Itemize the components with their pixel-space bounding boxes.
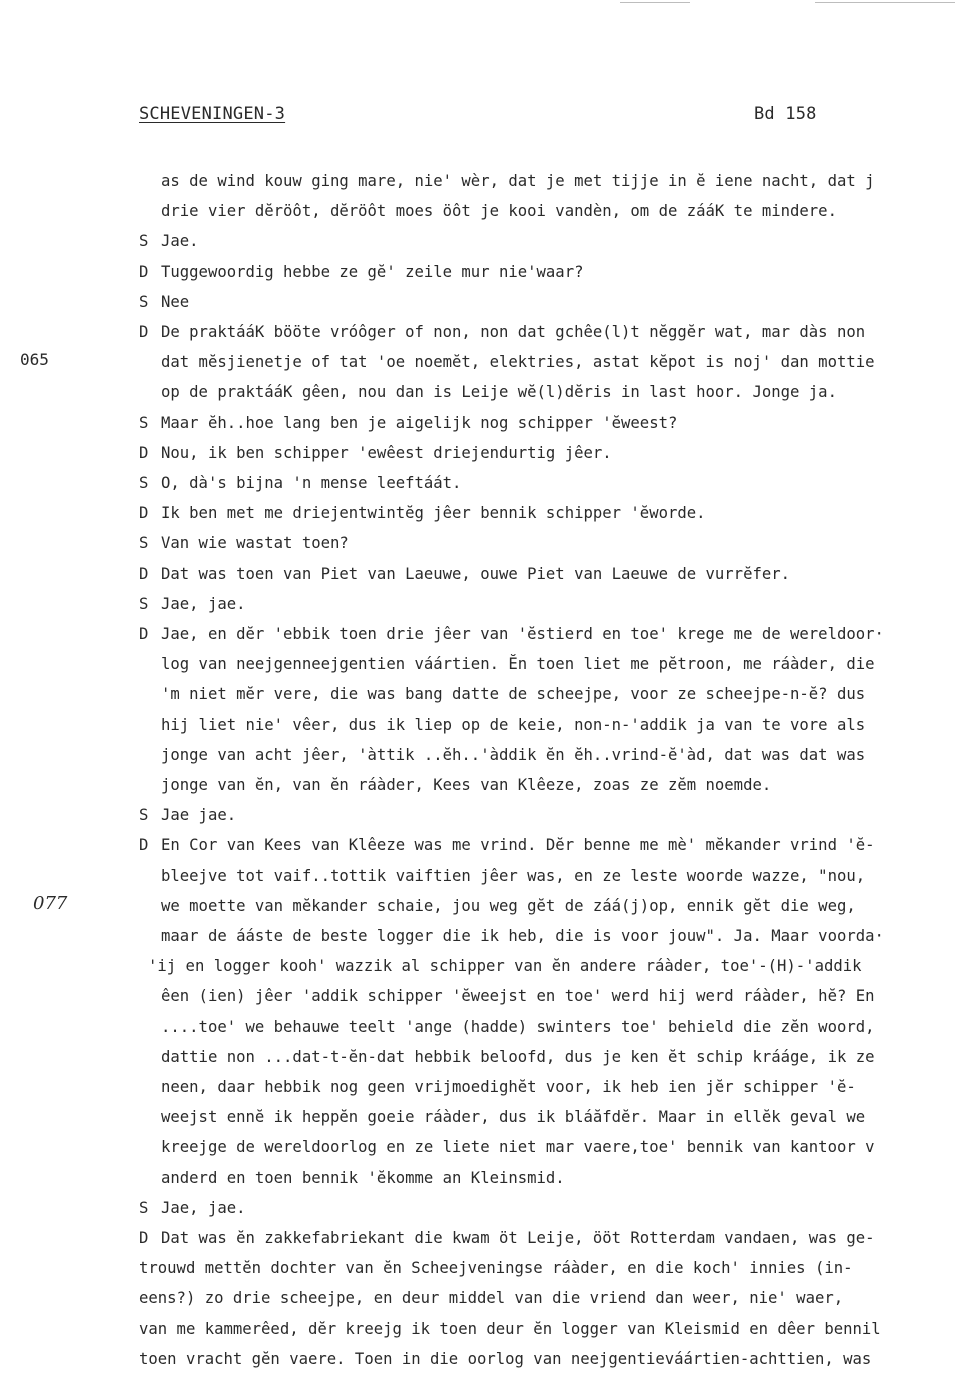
speaker-label: S — [139, 534, 149, 552]
margin-note-077: 077 — [33, 893, 68, 914]
line-text: van me kammerêed, dĕr kreejg ik toen deur ĕn logger van Kleismid en dêer bennil — [139, 1320, 881, 1338]
speaker-label: S — [139, 474, 149, 492]
line-text: Tuggewoordig hebbe ze gĕ' zeile mur nie'waar? — [161, 263, 584, 281]
line-text: En Cor van Kees van Klêeze was me vrind. Dĕr benne me mè' mĕkander vrind 'ĕ- — [161, 836, 875, 854]
line-text: maar de ááste de beste logger die ik heb, die is voor jouw". Ja. Maar voorda· — [161, 927, 884, 945]
line-text: kreejge de wereldoorlog en ze liete niet mar vaere,toe' bennik van kantoor v — [161, 1138, 875, 1156]
line-text: log van neejgenneejgentien váártien. Ĕn toen liet me pĕtroon, me ráàder, die — [161, 655, 875, 673]
line-text: as de wind kouw ging mare, nie' wèr, dat je met tijje in ĕ iene nacht, dat j — [161, 172, 875, 190]
line-text: Maar ĕh..hoe lang ben je aigelijk nog schipper 'ĕweest? — [161, 414, 678, 432]
line-text: Jae, jae. — [161, 595, 246, 613]
speaker-label: S — [139, 806, 149, 824]
speaker-label: D — [139, 565, 149, 583]
line-text: Jae. — [161, 232, 199, 250]
top-scan-line — [815, 2, 955, 3]
speaker-label: D — [139, 323, 149, 341]
line-text: dattie non ...dat-t-ĕn-dat hebbik beloofd, dus je ken ĕt schip krááge, ik ze — [161, 1048, 875, 1066]
line-text: op de praktááK gêen, nou dan is Leije wĕ(l)dĕris in last hoor. Jonge ja. — [161, 383, 837, 401]
line-text: weejst ennĕ ik heppĕn goeie ráàder, dus ik bláăfdĕr. Maar in ellĕk geval we — [161, 1108, 866, 1126]
line-text: hij liet nie' vêer, dus ik liep op de keie, non-n-'addik ja van te vore als — [161, 716, 866, 734]
speaker-label: D — [139, 1229, 149, 1247]
speaker-label: S — [139, 595, 149, 613]
speaker-label: S — [139, 293, 149, 311]
line-text: trouwd mettĕn dochter van ĕn Scheejveningse ráàder, en die koch' innies (in- — [139, 1259, 853, 1277]
line-text: jonge van acht jêer, 'àttik ..ĕh..'àddik ĕn ĕh..vrind-ĕ'àd, dat was dat was — [161, 746, 866, 764]
line-text: Ik ben met me driejentwintĕg jêer bennik schipper 'ĕworde. — [161, 504, 706, 522]
speaker-label: S — [139, 232, 149, 250]
line-text: dat mĕsjienetje of tat 'oe noemĕt, elektries, astat kĕpot is noj' dan mottie — [161, 353, 875, 371]
line-text: Jae, jae. — [161, 1199, 246, 1217]
line-text: Dat was ĕn zakkefabriekant die kwam öt Leije, ööt Rotterdam vandaen, was ge- — [161, 1229, 875, 1247]
line-text: Nee — [161, 293, 190, 311]
speaker-label: D — [139, 444, 149, 462]
line-text: ....toe' we behauwe teelt 'ange (hadde) swinters toe' behield die zĕn woord, — [161, 1018, 875, 1036]
line-text: Jae, en dĕr 'ebbik toen drie jêer van 'ĕstierd en toe' krege me de wereldoor· — [161, 625, 884, 643]
line-text: drie vier dĕröôt, dĕröôt moes öôt je kooi vandèn, om de zááK te mindere. — [161, 202, 837, 220]
line-text: Nou, ik ben schipper 'ewêest driejendurtig jêer. — [161, 444, 612, 462]
line-text: 'm niet mĕr vere, die was bang datte de scheejpe, voor ze scheejpe-n-ĕ? dus — [161, 685, 866, 703]
line-text: jonge van ĕn, van ĕn ráàder, Kees van Klêeze, zoas ze zĕm noemde. — [161, 776, 772, 794]
line-text: toen vracht gĕn vaere. Toen in die oorlog van neejgentieváártien-achttien, was — [139, 1350, 872, 1368]
top-scan-line — [620, 2, 690, 3]
speaker-label: S — [139, 414, 149, 432]
line-text: 'ij en logger kooh' wazzik al schipper van ĕn andere ráàder, toe'-(H)-'addik — [148, 957, 862, 975]
document-title: SCHEVENINGEN-3 — [139, 104, 286, 124]
speaker-label: D — [139, 263, 149, 281]
line-text: Dat was toen van Piet van Laeuwe, ouwe Piet van Laeuwe de vurrĕfer. — [161, 565, 791, 583]
line-text: anderd en toen bennik 'ĕkomme an Kleinsmid. — [161, 1169, 565, 1187]
line-text: we moette van mĕkander schaie, jou weg gĕt de záá(j)op, ennik gĕt die weg, — [161, 897, 856, 915]
line-text: neen, daar hebbik nog geen vrijmoedighĕt voor, ik heb ien jĕr schipper 'ĕ- — [161, 1078, 856, 1096]
speaker-label: S — [139, 1199, 149, 1217]
speaker-label: D — [139, 836, 149, 854]
line-text: eens?) zo drie scheejpe, en deur middel van die vriend dan weer, nie' waer, — [139, 1289, 844, 1307]
speaker-label: D — [139, 625, 149, 643]
page-reference: Bd 158 — [754, 104, 817, 124]
line-text: O, dà's bijna 'n mense leeftáát. — [161, 474, 462, 492]
line-text: De praktááK bööte vróôger of non, non dat gchêe(l)t nĕggĕr wat, mar dàs non — [161, 323, 866, 341]
line-text: Van wie wastat toen? — [161, 534, 349, 552]
line-text: bleejve tot vaif..tottik vaiftien jêer was, en ze leste woorde wazze, "nou, — [161, 867, 866, 885]
line-text: Jae jae. — [161, 806, 237, 824]
speaker-label: D — [139, 504, 149, 522]
line-text: êen (ien) jêer 'addik schipper 'ĕweejst en toe' werd hij werd ráàder, hĕ? En — [161, 987, 875, 1005]
margin-note-065: 065 — [20, 350, 49, 369]
